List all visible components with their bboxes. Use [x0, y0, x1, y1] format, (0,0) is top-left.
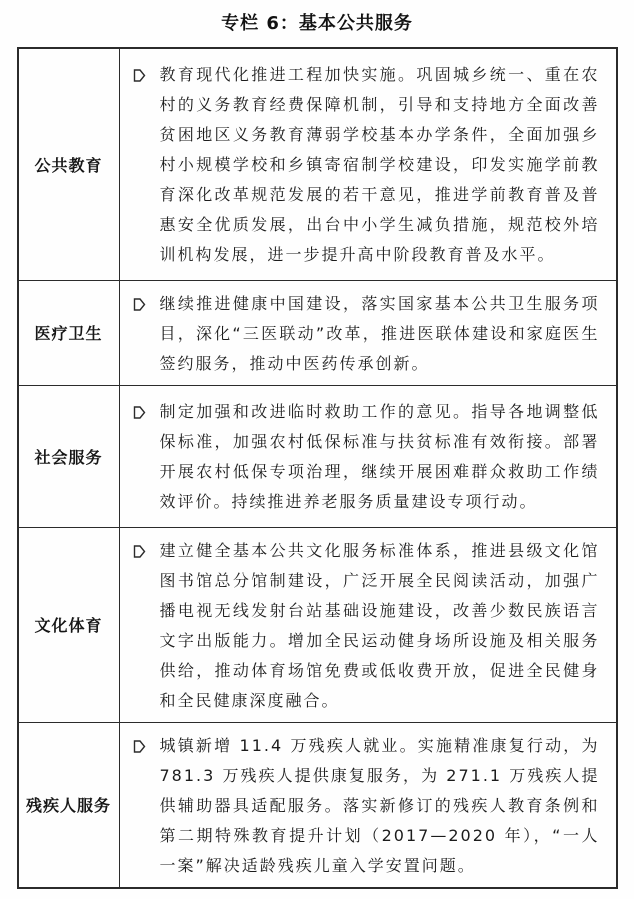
- table-row: [18, 722, 617, 888]
- row-header-disabled-services: 残疾人服务: [18, 722, 120, 888]
- table-row: [18, 280, 617, 385]
- right-arrow-bullet-icon: [133, 397, 160, 420]
- public-services-table: [17, 47, 618, 889]
- row-text: 继续推进健康中国建设，落实国家基本公共卫生服务项目，深化“三医联动”改革，推进医联体建设和家庭医生签约服务，推动中医药传承创新。: [159, 293, 600, 373]
- row-content-cell: [119, 48, 617, 280]
- row-header-medical-health: 医疗卫生: [18, 280, 120, 385]
- row-content-cell: [119, 527, 617, 722]
- row-content-cell: [119, 722, 617, 888]
- table-row: [18, 527, 617, 722]
- row-text: 城镇新增 11.4 万残疾人就业。实施精准康复行动，为 781.3 万残疾人提供康复服务，为 271.1 万残疾人提供辅助器具适配服务。落实新修订的残疾人教育条例和第二期特殊教育提升计划（2017—2020 年），“一人一案”解决适龄残疾儿童入学安置问题。: [159, 735, 600, 875]
- table-row: [18, 385, 617, 527]
- right-arrow-bullet-icon: [133, 536, 160, 559]
- table-row: [18, 48, 617, 280]
- row-text: 制定加强和改进临时救助工作的意见。指导各地调整低保标准，加强农村低保标准与扶贫标准有效衔接。部署开展农村低保专项治理，继续开展困难群众救助工作绩效评价。持续推进养老服务质量建设专项行动。: [159, 402, 600, 511]
- row-header-social-services: 社会服务: [18, 385, 120, 527]
- row-content-cell: [119, 385, 617, 527]
- row-text: 建立健全基本公共文化服务标准体系，推进县级文化馆图书馆总分馆制建设，广泛开展全民阅读活动，加强广播电视无线发射台站基础设施建设，改善少数民族语言文字出版能力。增加全民运动健身场所设施及相关服务供给，推动体育场馆免费或低收费开放，促进全民健身和全民健康深度融合。: [159, 540, 600, 710]
- page-title: 专栏 6：基本公共服务: [221, 13, 413, 34]
- right-arrow-bullet-icon: [133, 289, 160, 312]
- row-content-cell: [119, 280, 617, 385]
- row-header-culture-sports: 文化体育: [18, 527, 120, 722]
- row-text: 教育现代化推进工程加快实施。巩固城乡统一、重在农村的义务教育经费保障机制，引导和支持地方全面改善贫困地区义务教育薄弱学校基本办学条件，全面加强乡村小规模学校和乡镇寄宿制学校建设，印发实施学前教育深化改革规范发展的若干意见，推进学前教育普及普惠安全优质发展，出台中小学生减负措施，规范校外培训机构发展，进一步提升高中阶段教育普及水平。: [159, 65, 600, 265]
- right-arrow-bullet-icon: [133, 731, 160, 754]
- right-arrow-bullet-icon: [133, 60, 160, 83]
- row-header-public-education: 公共教育: [18, 48, 120, 280]
